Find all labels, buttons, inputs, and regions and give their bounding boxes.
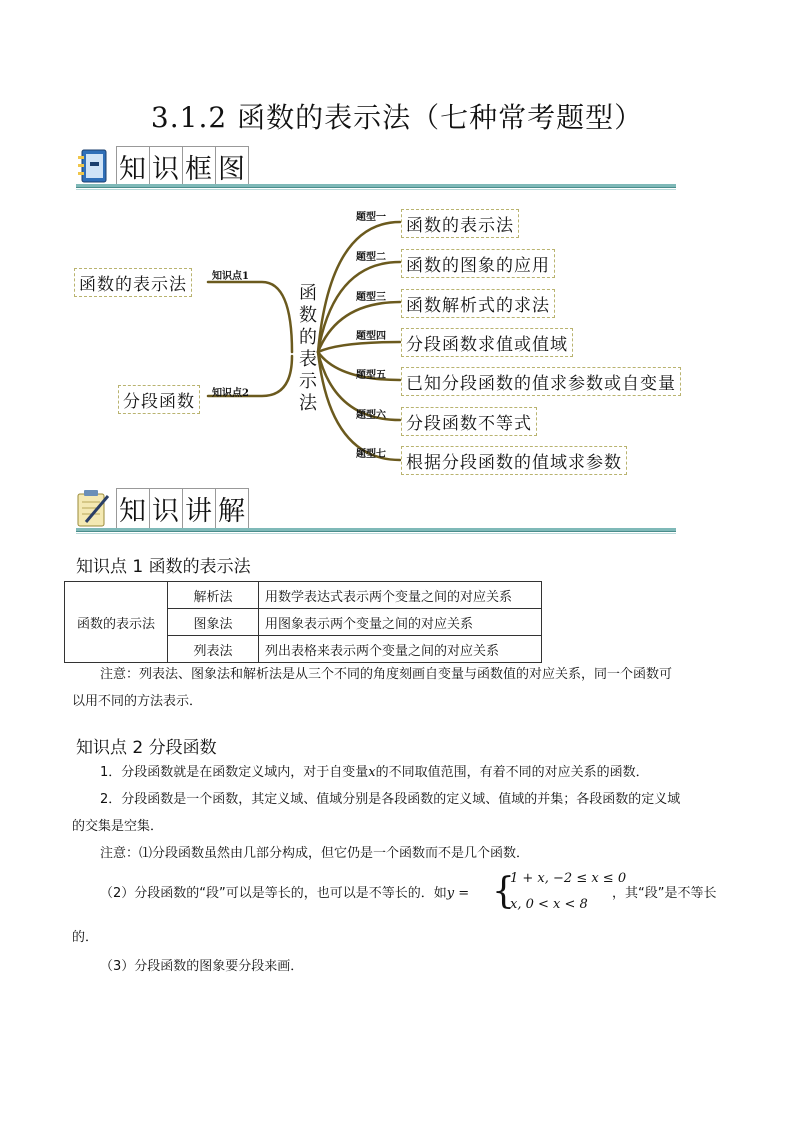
mindmap-right-tag-1: 题型一: [356, 212, 386, 223]
mindmap-left-tag-1: 知识点1: [212, 271, 249, 282]
kp2-paragraph-1: 1．分段函数就是在函数定义域内，对于自变量x的不同取值范围，有着不同的对应关系的函数．: [100, 765, 649, 780]
mindmap-right-node-6: 分段函数不等式: [401, 407, 537, 436]
mindmap-right-tag-7: 题型七: [356, 449, 386, 460]
notepad-pen-icon: [76, 488, 110, 528]
mindmap-right-node-4: 分段函数求值或值域: [401, 328, 573, 357]
section-header-explanation: [76, 488, 248, 528]
kp1-note-line1: 注意：列表法、图象法和解析法是从三个不同的角度刻画自变量与函数值的对应关系，同一个函数可: [100, 667, 673, 682]
kp2-paragraph-2-line2: 的交集是空集．: [72, 819, 164, 834]
section-title: 知 识 框 图: [116, 146, 248, 187]
page-title: 3.1.2 函数的表示法（七种常考题型）: [150, 101, 644, 134]
mindmap-left-tag-2: 知识点2: [212, 388, 249, 399]
piecewise-brace: {: [492, 871, 515, 912]
representation-table: [64, 581, 542, 663]
table-cell-desc: 用数学表达式表示两个变量之间的对应关系: [259, 582, 542, 609]
kp2-note-3: （3）分段函数的图象要分段来画．: [100, 959, 304, 974]
mindmap-center: 函 数 的 表 示 法: [299, 283, 317, 414]
mindmap-right-node-1: 函数的表示法: [401, 209, 519, 238]
mindmap-right-tag-5: 题型五: [356, 370, 386, 381]
mindmap-right-tag-2: 题型二: [356, 252, 386, 263]
mindmap-right-node-3: 函数解析式的求法: [401, 289, 555, 318]
section-title: 知 识 讲 解: [116, 488, 248, 529]
mindmap-connectors: [0, 0, 794, 500]
piecewise-case-1: 1 + x, −2 ≤ x ≤ 0: [510, 871, 627, 886]
mindmap-left-node-2: 分段函数: [118, 385, 200, 414]
mindmap-right-node-7: 根据分段函数的值域求参数: [401, 446, 627, 475]
mindmap-left-node-1: 函数的表示法: [74, 268, 192, 297]
kp2-note-2-line2: 的．: [72, 930, 99, 945]
table-cell-method: 图象法: [168, 609, 259, 636]
kp2-title: 知识点 2 分段函数: [76, 738, 217, 758]
kp1-title: 知识点 1 函数的表示法: [76, 557, 251, 577]
kp1-note-line2: 以用不同的方法表示．: [72, 694, 203, 709]
table-cell-method: 列表法: [168, 636, 259, 663]
kp2-paragraph-2-line1: 2．分段函数是一个函数，其定义域、值域分别是各段函数的定义域、值域的并集；各段函数的定义域: [100, 792, 681, 807]
table-cell-desc: 用图象表示两个变量之间的对应关系: [259, 609, 542, 636]
table-cell-desc: 列出表格来表示两个变量之间的对应关系: [259, 636, 542, 663]
mindmap-right-tag-3: 题型三: [356, 292, 386, 303]
kp2-note-2-tail: ，其“段”是不等长: [612, 886, 717, 901]
kp2-note-2: （2）分段函数的“段”可以是等长的，也可以是不等长的．如y =: [100, 886, 470, 901]
piecewise-case-2: x, 0 < x < 8: [510, 897, 588, 912]
kp2-note-1: 注意：⑴分段函数虽然由几部分构成，但它仍是一个函数而不是几个函数．: [100, 846, 530, 861]
table-row-header: 函数的表示法: [65, 582, 168, 663]
mindmap-right-tag-6: 题型六: [356, 410, 386, 421]
table-row: [65, 582, 542, 609]
mindmap-right-node-2: 函数的图象的应用: [401, 249, 555, 278]
mindmap-right-node-5: 已知分段函数的值求参数或自变量: [401, 367, 681, 396]
mindmap-right-tag-4: 题型四: [356, 331, 386, 342]
section-divider-thin: [76, 533, 676, 534]
section-divider: [76, 528, 676, 532]
table-cell-method: 解析法: [168, 582, 259, 609]
